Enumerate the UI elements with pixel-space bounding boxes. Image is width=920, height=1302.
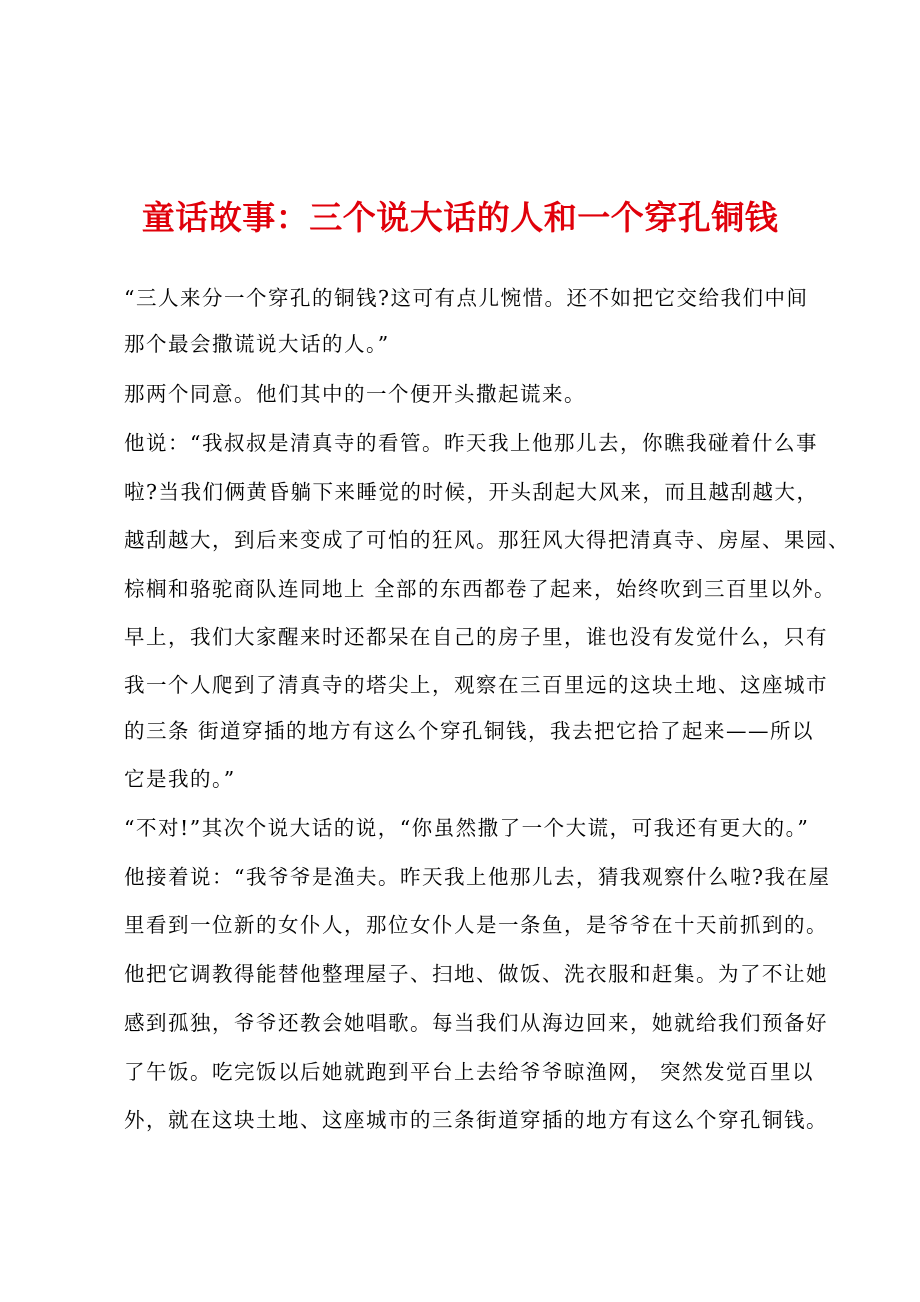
paragraph-line: 感到孤独，爷爷还教会她唱歌。每当我们从海边回来，她就给我们预备好 <box>124 1011 828 1035</box>
paragraph-line: 那个最会撒谎说大话的人。” <box>124 332 390 356</box>
paragraph-line: 啦?当我们俩黄昏躺下来睡觉的时候，开头刮起大风来，而且越刮越大， <box>124 480 819 504</box>
paragraph-line: 它是我的。” <box>124 767 236 791</box>
paragraph-line: 的三条 街道穿插的地方有这么个穿孔铜钱，我去把它拾了起来——所以 <box>124 719 815 743</box>
paragraph-line: 里看到一位新的女仆人，那位女仆人是一条鱼，是爷爷在十天前抓到的。 <box>124 913 828 937</box>
paragraph-line: 我一个人爬到了清真寺的塔尖上，观察在三百里远的这块土地、这座城市 <box>124 673 828 697</box>
document-title: 童话故事：三个说大话的人和一个穿孔铜钱 <box>141 198 779 237</box>
paragraph-line: 他把它调教得能替他整理屋子、扫地、做饭、洗衣服和赶集。为了不让她 <box>124 962 828 986</box>
paragraph-line: 越刮越大，到后来变成了可怕的狂风。那狂风大得把清真寺、房屋、果园、 <box>124 528 850 552</box>
paragraph-line: 了午饭。吃完饭以后她就跑到平台上去给爷爷晾渔网， 突然发觉百里以 <box>124 1060 815 1084</box>
paragraph-line: 他接着说：“我爷爷是渔夫。昨天我上他那儿去，猜我观察什么啦?我在屋 <box>124 865 831 889</box>
paragraph-line: “三人来分一个穿孔的铜钱?这可有点儿惋惜。还不如把它交给我们中间 <box>124 286 809 310</box>
paragraph-line: 那两个同意。他们其中的一个便开头撒起谎来。 <box>124 382 586 406</box>
paragraph-line: “不对!”其次个说大话的说，“你虽然撒了一个大谎，可我还有更大的。” <box>124 816 810 840</box>
paragraph-line: 早上，我们大家醒来时还都呆在自己的房子里，谁也没有发觉什么，只有 <box>124 625 828 649</box>
paragraph-line: 外，就在这块土地、这座城市的三条街道穿插的地方有这么个穿孔铜钱。 <box>124 1108 828 1132</box>
paragraph-line: 他说：“我叔叔是清真寺的看管。昨天我上他那儿去，你瞧我碰着什么事 <box>124 431 818 455</box>
paragraph-line: 棕榈和骆驼商队连同地上 全部的东西都卷了起来，始终吹到三百里以外。 <box>124 577 837 601</box>
